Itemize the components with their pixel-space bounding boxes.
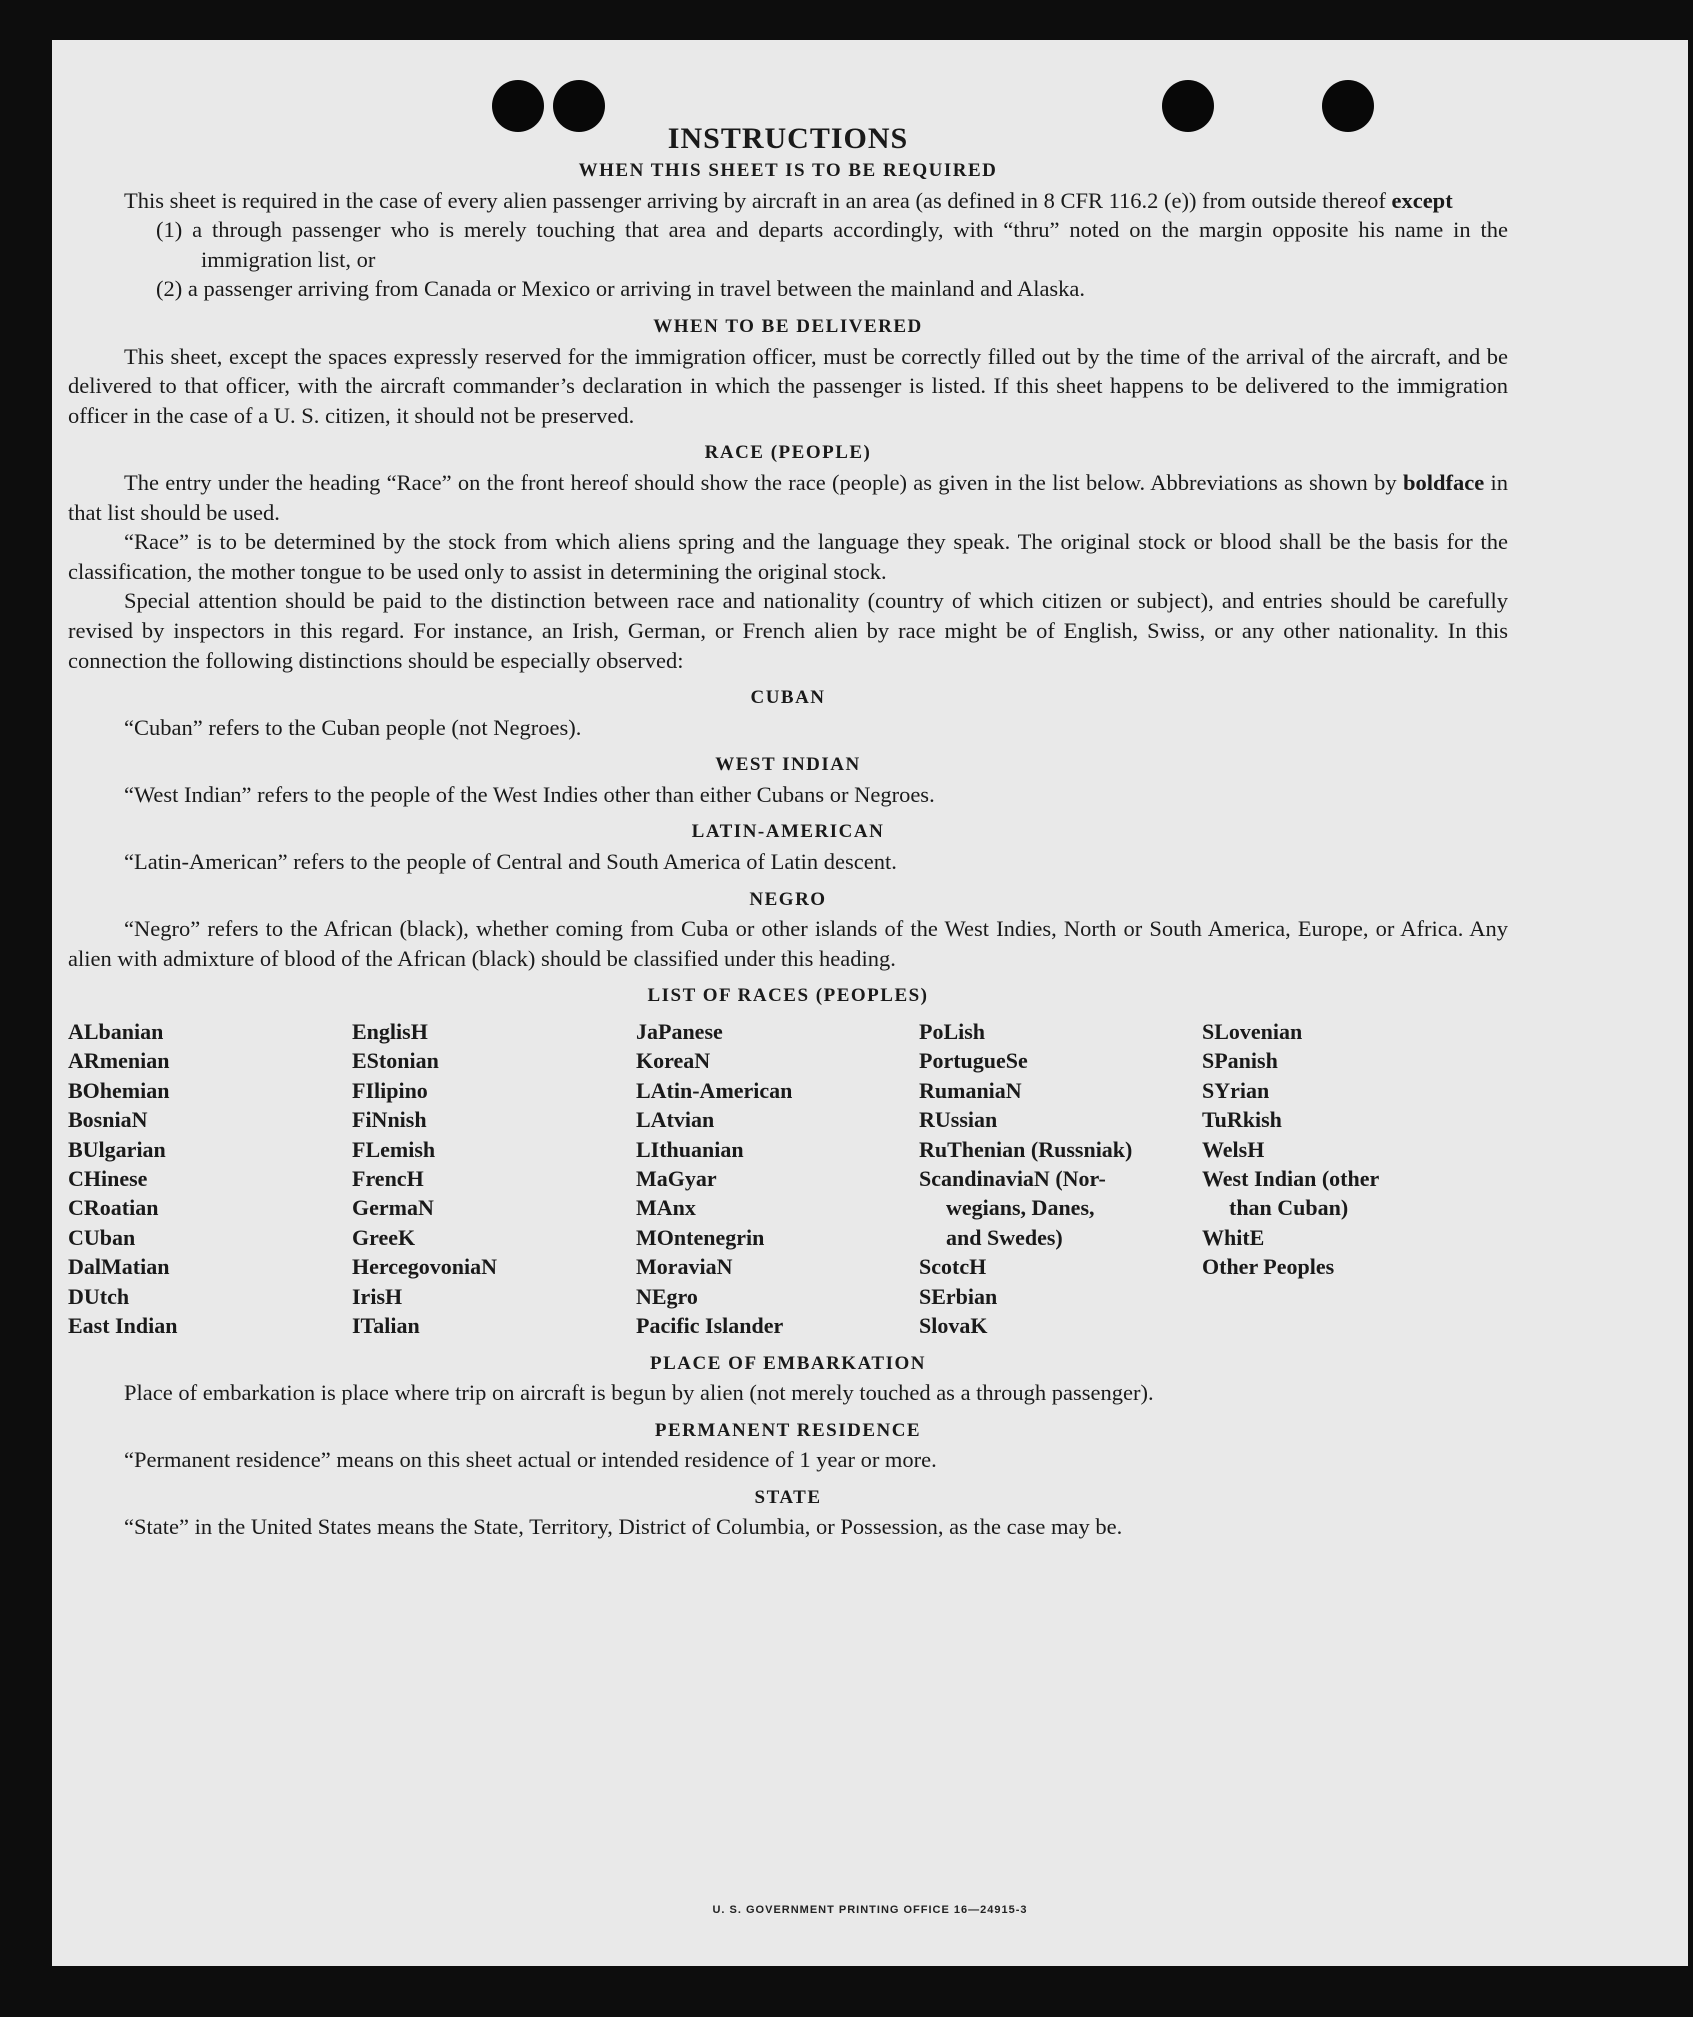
race-item: MOntenegrin (636, 1224, 765, 1250)
race-item: WelsH (1202, 1136, 1265, 1162)
race-item: BOhemian (68, 1077, 170, 1103)
race-item: BosniaN (68, 1107, 148, 1133)
race-item: West Indian (other (1202, 1166, 1380, 1192)
race-item: RUssian (919, 1107, 998, 1133)
races-column (636, 1017, 919, 1340)
race-item: SLovenian (1202, 1019, 1303, 1045)
instructions-body (68, 122, 1508, 1542)
race-item: SErbian (919, 1283, 998, 1309)
race-item: MoraviaN (636, 1254, 733, 1280)
race-item: ScotcH (919, 1254, 987, 1280)
races-column (1202, 1017, 1482, 1340)
race-item: NEgro (636, 1283, 698, 1309)
race-item: wegians, Danes, (946, 1195, 1095, 1221)
paragraph: Special attention should be paid to the distinction between race and nationality (country of which citizen or subject), and entries should be carefully revised by inspectors in this regard. For instance, an Irish, German, or French alien by race might be of English, Swiss, or any other nationality. In this connection the following distinctions should be especially observed: (68, 588, 1508, 673)
race-item: MAnx (636, 1195, 696, 1221)
paragraph: Place of embarkation is place where trip on aircraft is begun by alien (not merely touched as a through passenger). (124, 1380, 1154, 1406)
race-item: RumaniaN (919, 1077, 1022, 1103)
races-column (919, 1017, 1202, 1340)
race-item: ARmenian (68, 1048, 170, 1074)
race-item: RuThenian (Russniak) (919, 1136, 1133, 1162)
race-item: EStonian (352, 1048, 439, 1074)
race-item: EnglisH (352, 1019, 428, 1045)
race-item: HercegovoniaN (352, 1254, 498, 1280)
section-heading: LIST OF RACES (PEOPLES) (647, 985, 929, 1007)
race-item: WhitE (1202, 1224, 1265, 1250)
race-item: FrencH (352, 1166, 424, 1192)
race-item: CHinese (68, 1166, 148, 1192)
race-item: GreeK (352, 1224, 416, 1250)
printer-imprint: U. S. GOVERNMENT PRINTING OFFICE 16—24915-3 (712, 1904, 1028, 1916)
paragraph: “West Indian” refers to the people of the West Indies other than either Cubans or Negroes. (124, 781, 935, 807)
paragraph: “Negro” refers to the African (black), whether coming from Cuba or other islands of the West Indies, North or South America, Europe, or Africa. Any alien with admixture of blood of the African (black) should be classified under this heading. (68, 916, 1508, 971)
race-item: PortugueSe (919, 1048, 1028, 1074)
race-item: Pacific Islander (636, 1313, 784, 1339)
races-column (352, 1017, 636, 1340)
race-item: LAtin-American (636, 1077, 793, 1103)
paragraph: “Cuban” refers to the Cuban people (not Negroes). (124, 714, 582, 740)
race-item: and Swedes) (946, 1224, 1063, 1250)
race-item: IrisH (352, 1283, 403, 1309)
race-item: CRoatian (68, 1195, 159, 1221)
race-item: KoreaN (636, 1048, 711, 1074)
race-item: TuRkish (1202, 1107, 1282, 1133)
races-list (68, 1017, 1508, 1340)
race-item: FIlipino (352, 1077, 428, 1103)
race-item: LIthuanian (636, 1136, 744, 1162)
list-item: (1) a through passenger who is merely touching that area and departs accordingly, with “thru” noted on the margin opposite his name in the immigration list, or (156, 217, 1508, 272)
race-item: than Cuban) (1229, 1195, 1349, 1221)
section-heading: RACE (PEOPLE) (704, 442, 872, 464)
race-item: MaGyar (636, 1166, 717, 1192)
race-item: ScandinaviaN (Nor- (919, 1166, 1106, 1192)
document-title: INSTRUCTIONS (667, 122, 909, 155)
section-heading: WEST INDIAN (715, 754, 861, 776)
section-heading: CUBAN (750, 687, 826, 709)
paragraph: The entry under the heading “Race” on the front hereof should show the race (people) as given in the list below. Abbreviations as shown by boldface in that list should be used. (68, 469, 1509, 525)
paragraph: “Race” is to be determined by the stock from which aliens spring and the language they speak. The original stock or blood shall be the basis for the classification, the mother tongue to be used only to assist in determining the original stock. (68, 529, 1508, 584)
section-heading: PLACE OF EMBARKATION (650, 1352, 926, 1374)
race-item: East Indian (68, 1313, 178, 1339)
paragraph: This sheet, except the spaces expressly reserved for the immigration officer, must be correctly filled out by the time of the arrival of the aircraft, and be delivered to that officer, with the aircraft commander’s declaration in which the passenger is listed. If this sheet happens to be delivered to the immigration officer in the case of a U. S. citizen, it should not be preserved. (68, 343, 1508, 428)
race-item: PoLish (919, 1019, 986, 1045)
paragraph: “Permanent residence” means on this sheet actual or intended residence of 1 year or more. (124, 1447, 937, 1473)
race-item: SYrian (1202, 1077, 1270, 1103)
races-column (68, 1017, 352, 1340)
section-heading: WHEN TO BE DELIVERED (653, 315, 923, 337)
race-item: ALbanian (68, 1019, 164, 1045)
race-item: LAtvian (636, 1107, 715, 1133)
race-item: GermaN (352, 1195, 434, 1221)
race-item: BUlgarian (68, 1136, 166, 1162)
race-item: DalMatian (68, 1254, 170, 1280)
section-heading: STATE (754, 1486, 822, 1508)
race-item: DUtch (68, 1283, 130, 1309)
race-item: FLemish (352, 1136, 436, 1162)
section-heading: WHEN THIS SHEET IS TO BE REQUIRED (578, 160, 998, 181)
section-heading: LATIN-AMERICAN (691, 821, 885, 843)
paragraph: “State” in the United States means the State, Territory, District of Columbia, or Possession, as the case may be. (124, 1514, 1123, 1540)
race-item: JaPanese (636, 1019, 723, 1045)
section-heading: PERMANENT RESIDENCE (654, 1419, 922, 1441)
race-item: CUban (68, 1224, 136, 1250)
document-page (52, 40, 1688, 1966)
list-item: (2) a passenger arriving from Canada or Mexico or arriving in travel between the mainland and Alaska. (156, 276, 1086, 302)
race-item: ITalian (352, 1313, 420, 1339)
paragraph: “Latin-American” refers to the people of Central and South America of Latin descent. (124, 849, 897, 875)
race-item: Other Peoples (1202, 1254, 1335, 1280)
section-heading: NEGRO (749, 888, 827, 910)
race-item: SPanish (1202, 1048, 1278, 1074)
race-item: FiNnish (352, 1107, 427, 1133)
paragraph: This sheet is required in the case of every alien passenger arriving by aircraft in an area (as defined in 8 CFR 116.2 (e)) from outside thereof except (124, 187, 1453, 213)
race-item: SlovaK (919, 1313, 988, 1339)
